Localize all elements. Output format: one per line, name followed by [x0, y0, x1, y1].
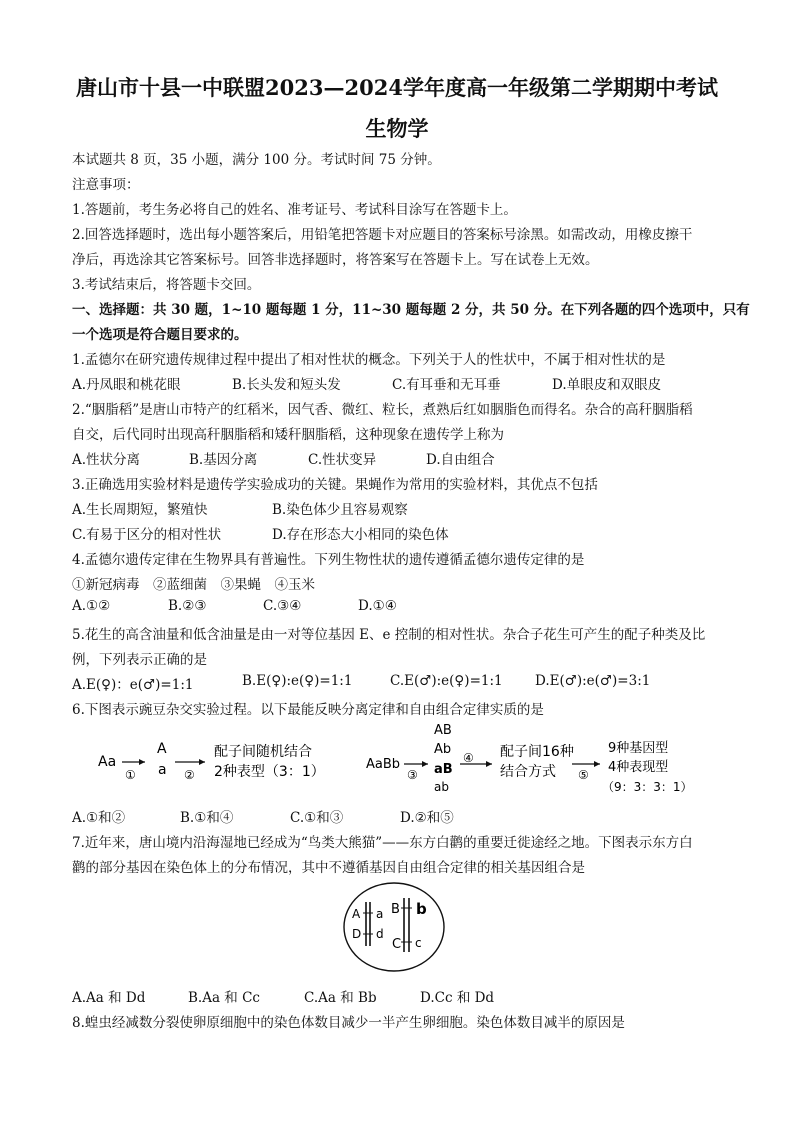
- q5-option-d: D.E(♂):e(♂)=3:1: [535, 673, 651, 689]
- gene-D-label: D: [352, 927, 362, 941]
- q4-stem: 4.孟德尔遗传定律在生物界具有普遍性。下列生物性状的遗传遵循孟德尔遗传定律的是: [72, 552, 585, 568]
- note-2: 2.回答选择题时，选出每小题答案后，用铅笔把答题卡对应题目的答案标号涂黑。如需改动，用橡皮擦干: [72, 227, 693, 243]
- exam-subject: 生物学: [365, 116, 429, 141]
- q2-stem: 2.“胭脂稻”是唐山市特产的红稻米，因气香、微红、粒长，煮熟后红如胭脂色而得名。杂合的高秆胭脂稻: [72, 402, 693, 418]
- q3-stem: 3.正确选用实验材料是遗传学实验成功的关键。果蝇作为常用的实验材料，其优点不包括: [72, 477, 598, 493]
- q7-chromosome-diagram: [340, 880, 450, 974]
- gene-C-label: C: [392, 937, 402, 952]
- q4-option-d: D.①④: [358, 598, 397, 614]
- note-1: 1.答题前，考生务必将自己的姓名、准考证号、考试科目涂写在答题卡上。: [72, 202, 517, 218]
- gene-c-label: c: [415, 936, 422, 950]
- q5-option-c: C.E(♂):e(♀)=1:1: [390, 673, 503, 689]
- q7-option-c: C.Aa 和 Bb: [304, 990, 377, 1006]
- q7-stem-cont: 鹳的部分基因在染色体上的分布情况，其中不遵循基因自由组合定律的相关基因组合是: [72, 860, 585, 876]
- q6-gamete-a-upper: A: [157, 741, 167, 757]
- q4-option-c: C.③④: [263, 598, 302, 614]
- q6-option-c: C.①和③: [290, 810, 344, 826]
- q4-option-b: B.②③: [168, 598, 207, 614]
- q2-option-b: B.基因分离: [189, 452, 258, 468]
- q4-option-a: A.①②: [72, 598, 111, 614]
- q6-stem: 6.下图表示豌豆杂交实验过程。以下最能反映分离定律和自由组合定律实质的是: [72, 702, 544, 718]
- q6-arrowhead-3: [422, 761, 428, 767]
- note-3: 3.考试结束后，将答题卡交回。: [72, 277, 261, 293]
- q6-step-5: ⑤: [578, 768, 589, 782]
- q4-items: ①新冠病毒 ②蓝细菌 ③果蝇 ④玉米: [72, 577, 315, 593]
- q6-arrowhead-5: [594, 761, 600, 767]
- gene-A-label: A: [352, 907, 361, 921]
- q5-stem: 5.花生的高含油量和低含油量是由一对等位基因 E、e 控制的相对性状。杂合子花生可产生的配子种类及比: [72, 627, 706, 643]
- q6-hybrid-diagram: [72, 716, 732, 802]
- note-2-cont: 净后，再选涂其它答案标号。回答非选择题时，将答案写在答题卡上。写在试卷上无效。: [72, 252, 599, 268]
- q8-stem: 8.蝗虫经减数分裂使卵原细胞中的染色体数目减少一半产生卵细胞。染色体数目减半的原因是: [72, 1015, 625, 1031]
- q6-option-a: A.①和②: [72, 810, 126, 826]
- gene-a-label: a: [376, 907, 384, 921]
- q6-right-result-3: （9：3：3：1）: [602, 780, 693, 794]
- q6-step-4: ④: [463, 751, 474, 765]
- q2-option-d: D.自由组合: [426, 452, 495, 468]
- gene-b-label: b: [416, 900, 427, 918]
- q6-arrowhead-1: [139, 759, 145, 765]
- q2-stem-cont: 自交，后代同时出现高秆胭脂稻和矮秆胭脂稻，这种现象在遗传学上称为: [72, 427, 504, 443]
- q6-option-d: D.②和⑤: [400, 810, 454, 826]
- q5-stem-cont: 例，下列表示正确的是: [72, 652, 207, 668]
- q1-option-a: A.丹凤眼和桃花眼: [72, 377, 181, 393]
- q1-option-c: C.有耳垂和无耳垂: [392, 377, 501, 393]
- q3-option-d: D.存在形态大小相同的染色体: [272, 527, 449, 543]
- q6-gamete-ab-1: AB: [434, 723, 452, 738]
- q6-middle-result-2: 结合方式: [500, 764, 556, 780]
- q6-middle-result-1: 配子间16种: [500, 744, 574, 760]
- q7-option-a: A.Aa 和 Dd: [72, 990, 146, 1006]
- q6-gamete-ab-2: Ab: [434, 742, 452, 757]
- q7-stem: 7.近年来，唐山境内沿海湿地已经成为“鸟类大熊猫”——东方白鹳的重要迁徙途经之地。下图表示东方白: [72, 835, 693, 851]
- q6-step-3: ③: [407, 768, 418, 782]
- q6-arrowhead-2: [199, 759, 205, 765]
- q3-option-a: A.生长周期短，繁殖快: [72, 502, 208, 518]
- q3-option-b: B.染色体少且容易观察: [272, 502, 408, 518]
- q1-option-d: D.单眼皮和双眼皮: [552, 377, 662, 393]
- q6-gamete-ab-3: aB: [434, 762, 453, 777]
- q6-gamete-ab-4: ab: [434, 780, 449, 794]
- q6-parent-aabb: AaBb: [366, 757, 401, 772]
- exam-intro: 本试题共 8 页，35 小题，满分 100 分。考试时间 75 分钟。: [72, 152, 441, 168]
- q1-stem: 1.孟德尔在研究遗传规律过程中提出了相对性状的概念。下列关于人的性状中，不属于相对性状的是: [72, 352, 666, 368]
- gene-B-label: B: [391, 902, 400, 917]
- q7-option-b: B.Aa 和 Cc: [188, 990, 260, 1006]
- q6-step-1: ①: [125, 768, 136, 782]
- q6-parent-aa: Aa: [98, 754, 117, 770]
- section-heading-cont: 一个选项是符合题目要求的。: [72, 327, 248, 343]
- q6-arrowhead-4: [486, 761, 492, 767]
- q5-option-a: A.E(♀)：e(♂)=1:1: [72, 677, 194, 693]
- q2-option-a: A.性状分离: [72, 452, 141, 468]
- gene-d-label: d: [376, 927, 384, 941]
- section-heading: 一、选择题：共 30 题，1~10 题每题 1 分，11~30 题每题 2 分，共 50 分。在下列各题的四个选项中，只有: [72, 302, 750, 318]
- q7-option-d: D.Cc 和 Dd: [420, 990, 495, 1006]
- q6-step-2: ②: [184, 768, 195, 782]
- q6-left-result-1: 配子间随机结合: [214, 744, 312, 760]
- q6-option-b: B.①和④: [180, 810, 234, 826]
- q6-right-result-1: 9种基因型: [608, 741, 669, 756]
- exam-title: 唐山市十县一中联盟2023—2024学年度高一年级第二学期期中考试: [76, 75, 718, 100]
- notes-title: 注意事项：: [72, 177, 140, 193]
- q3-option-c: C.有易于区分的相对性状: [72, 527, 222, 543]
- q6-right-result-2: 4种表现型: [608, 760, 669, 775]
- q6-left-result-2: 2种表型（3：1）: [214, 764, 325, 780]
- q5-option-b: B.E(♀):e(♀)=1:1: [242, 673, 353, 689]
- q2-option-c: C.性状变异: [308, 452, 377, 468]
- q1-option-b: B.长头发和短头发: [232, 377, 341, 393]
- q6-gamete-a-lower: a: [158, 762, 167, 778]
